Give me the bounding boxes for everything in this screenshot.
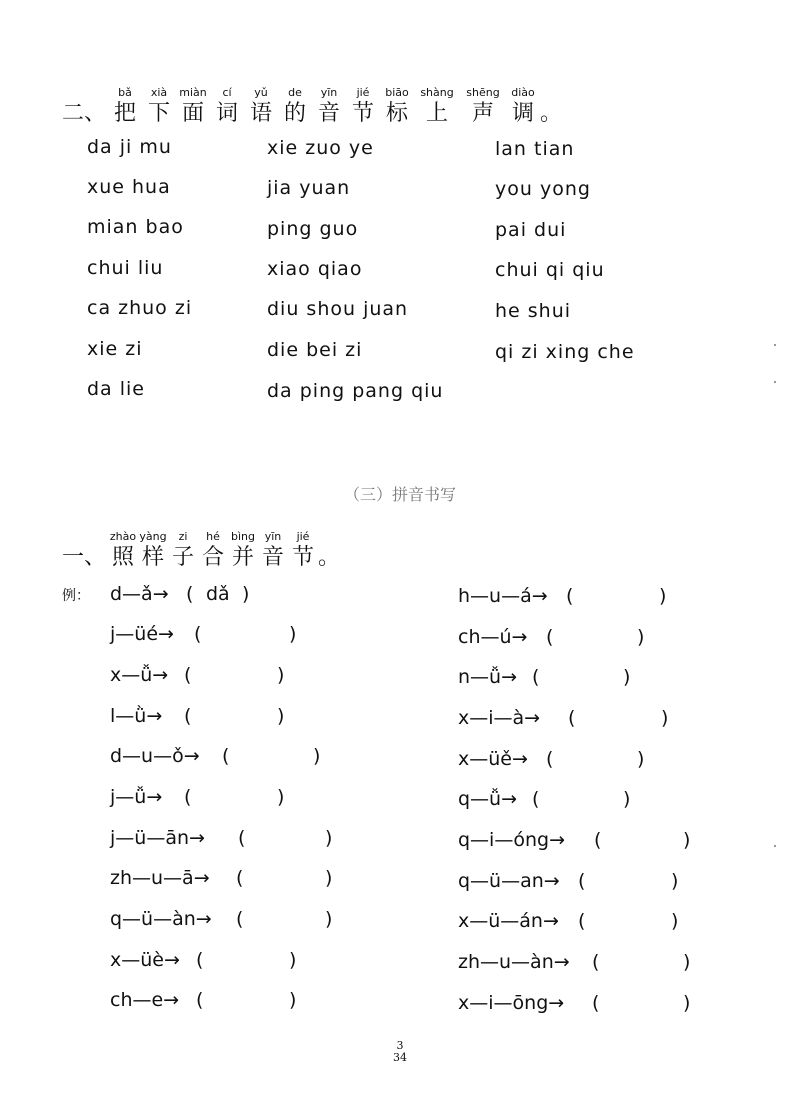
- ruby-char: miàn 面: [179, 86, 207, 126]
- syllable-combo: x—i—à→: [458, 707, 541, 729]
- section2-heading: [62, 530, 340, 571]
- close-paren: ): [289, 949, 297, 971]
- open-paren: (: [594, 829, 602, 851]
- syllable-combo: n—ǚ→: [458, 666, 518, 688]
- ruby-char: bìng 并: [231, 530, 256, 570]
- syllable-combo: x—ǚ→: [110, 664, 169, 686]
- pinyin-word: xiao qiao: [267, 258, 363, 280]
- ruby-char: de 的: [284, 86, 307, 126]
- section2-period: 。: [318, 545, 341, 570]
- syllable-combo: ch—ú→: [458, 626, 528, 648]
- pinyin-word: da lie: [87, 378, 145, 400]
- open-paren: (: [532, 788, 540, 810]
- open-paren: (: [194, 623, 202, 645]
- page-number-bottom: 34: [393, 1051, 407, 1064]
- page-number-top: 3: [396, 1039, 404, 1052]
- open-paren: (: [196, 949, 204, 971]
- open-paren: (: [184, 705, 192, 727]
- syllable-combo: l—ǜ→: [110, 705, 163, 727]
- syllable-combo: d—u—ǒ→: [110, 745, 200, 767]
- close-paren: ): [637, 748, 645, 770]
- syllable-combo: j—üé→: [110, 623, 174, 645]
- close-paren: ): [325, 908, 333, 930]
- pinyin-word: ping guo: [267, 218, 359, 240]
- syllable-combo: j—ü—ān→: [110, 827, 205, 849]
- syllable-combo: q—i—óng→: [458, 829, 565, 851]
- close-paren: ): [313, 745, 321, 767]
- pinyin-word: ca zhuo zi: [87, 297, 193, 319]
- section2-number: 一、: [62, 545, 107, 570]
- section1-number: 二、: [62, 101, 107, 126]
- close-paren: ): [277, 705, 285, 727]
- pinyin-word: lan tian: [495, 138, 575, 160]
- pinyin-word: die bei zi: [267, 339, 363, 361]
- pinyin-word: chui liu: [87, 257, 164, 279]
- section1-heading: [62, 86, 562, 127]
- ruby-char: zi 子: [172, 530, 195, 570]
- close-paren: ): [659, 585, 667, 607]
- syllable-combo: ch—e→: [110, 989, 180, 1011]
- close-paren: ): [637, 626, 645, 648]
- open-paren: (: [578, 910, 586, 932]
- open-paren: (: [184, 664, 192, 686]
- close-paren: ): [671, 910, 679, 932]
- syllable-combo: q—ü—an→: [458, 870, 560, 892]
- pinyin-word: pai dui: [495, 219, 567, 241]
- syllable-combo: x—i—ōng→: [458, 992, 565, 1014]
- pinyin-word: chui qi qiu: [495, 259, 605, 281]
- pinyin-word: diu shou juan: [267, 298, 409, 320]
- pinyin-word: mian bao: [87, 216, 184, 238]
- open-paren: (: [186, 583, 194, 605]
- ruby-char: yàng 样: [139, 530, 167, 570]
- close-paren: ): [683, 829, 691, 851]
- ruby-char: jié 节: [352, 86, 375, 126]
- ruby-char: hé 合: [202, 530, 225, 570]
- open-paren: (: [592, 992, 600, 1014]
- ruby-char: jié 节: [292, 530, 315, 570]
- syllable-combo: zh—u—àn→: [458, 951, 570, 973]
- ruby-char: yīn 音: [318, 86, 341, 126]
- syllable-combo: zh—u—ā→: [110, 867, 210, 889]
- pinyin-word: da ping pang qiu: [267, 380, 444, 402]
- syllable-combo: x—üè→: [110, 949, 180, 971]
- close-paren: ): [671, 870, 679, 892]
- pinyin-word: da ji mu: [87, 136, 172, 158]
- close-paren: ): [289, 623, 297, 645]
- open-paren: (: [532, 666, 540, 688]
- close-paren: ): [623, 666, 631, 688]
- pinyin-word: you yong: [495, 178, 591, 200]
- pinyin-word: he shui: [495, 300, 572, 322]
- scan-speck: [774, 344, 776, 346]
- ruby-char: bǎ 把: [114, 86, 137, 126]
- pinyin-word: xue hua: [87, 176, 171, 198]
- open-paren: (: [238, 827, 246, 849]
- syllable-combo: q—ǚ→: [458, 788, 518, 810]
- close-paren: ): [325, 867, 333, 889]
- syllable-combo: d—ǎ→: [110, 583, 169, 605]
- close-paren: ): [683, 951, 691, 973]
- scan-speck: [774, 381, 776, 383]
- example-answer: dǎ: [206, 583, 230, 605]
- close-paren: ): [661, 707, 669, 729]
- open-paren: (: [236, 867, 244, 889]
- close-paren: ): [277, 786, 285, 808]
- close-paren: ): [325, 827, 333, 849]
- close-paren: ): [289, 989, 297, 1011]
- ruby-char: yīn 音: [262, 530, 285, 570]
- pinyin-word: jia yuan: [267, 177, 351, 199]
- close-paren: ): [623, 788, 631, 810]
- open-paren: (: [196, 989, 204, 1011]
- open-paren: (: [568, 707, 576, 729]
- close-paren: ): [277, 664, 285, 686]
- section1-period: 。: [540, 101, 563, 126]
- ruby-char: yǔ 语: [250, 86, 273, 126]
- open-paren: (: [578, 870, 586, 892]
- syllable-combo: q—ü—àn→: [110, 908, 212, 930]
- example-label: 例：: [62, 588, 90, 604]
- pinyin-word: xie zuo ye: [267, 137, 374, 159]
- pinyin-word: qi zi xing che: [495, 341, 635, 363]
- syllable-combo: x—üě→: [458, 748, 528, 770]
- open-paren: (: [546, 626, 554, 648]
- ruby-char: shàng 上: [420, 86, 454, 126]
- syllable-combo: x—ü—án→: [458, 910, 559, 932]
- scan-speck: [774, 845, 776, 847]
- open-paren: (: [566, 585, 574, 607]
- ruby-char: diào 调: [511, 86, 535, 126]
- syllable-combo: h—u—á→: [458, 585, 548, 607]
- ruby-char: shēng 声: [466, 86, 500, 126]
- close-paren: ): [683, 992, 691, 1014]
- open-paren: (: [546, 748, 554, 770]
- ruby-char: cí 词: [216, 86, 239, 126]
- ruby-char: xià 下: [148, 86, 171, 126]
- open-paren: (: [184, 786, 192, 808]
- section-title: （三）拼音书写: [343, 485, 456, 504]
- ruby-char: zhào 照: [109, 530, 137, 570]
- ruby-char: biāo 标: [385, 86, 409, 126]
- syllable-combo: j—ǚ→: [110, 786, 163, 808]
- open-paren: (: [222, 745, 230, 767]
- close-paren: ): [242, 583, 250, 605]
- open-paren: (: [236, 908, 244, 930]
- pinyin-word: xie zi: [87, 338, 143, 360]
- open-paren: (: [592, 951, 600, 973]
